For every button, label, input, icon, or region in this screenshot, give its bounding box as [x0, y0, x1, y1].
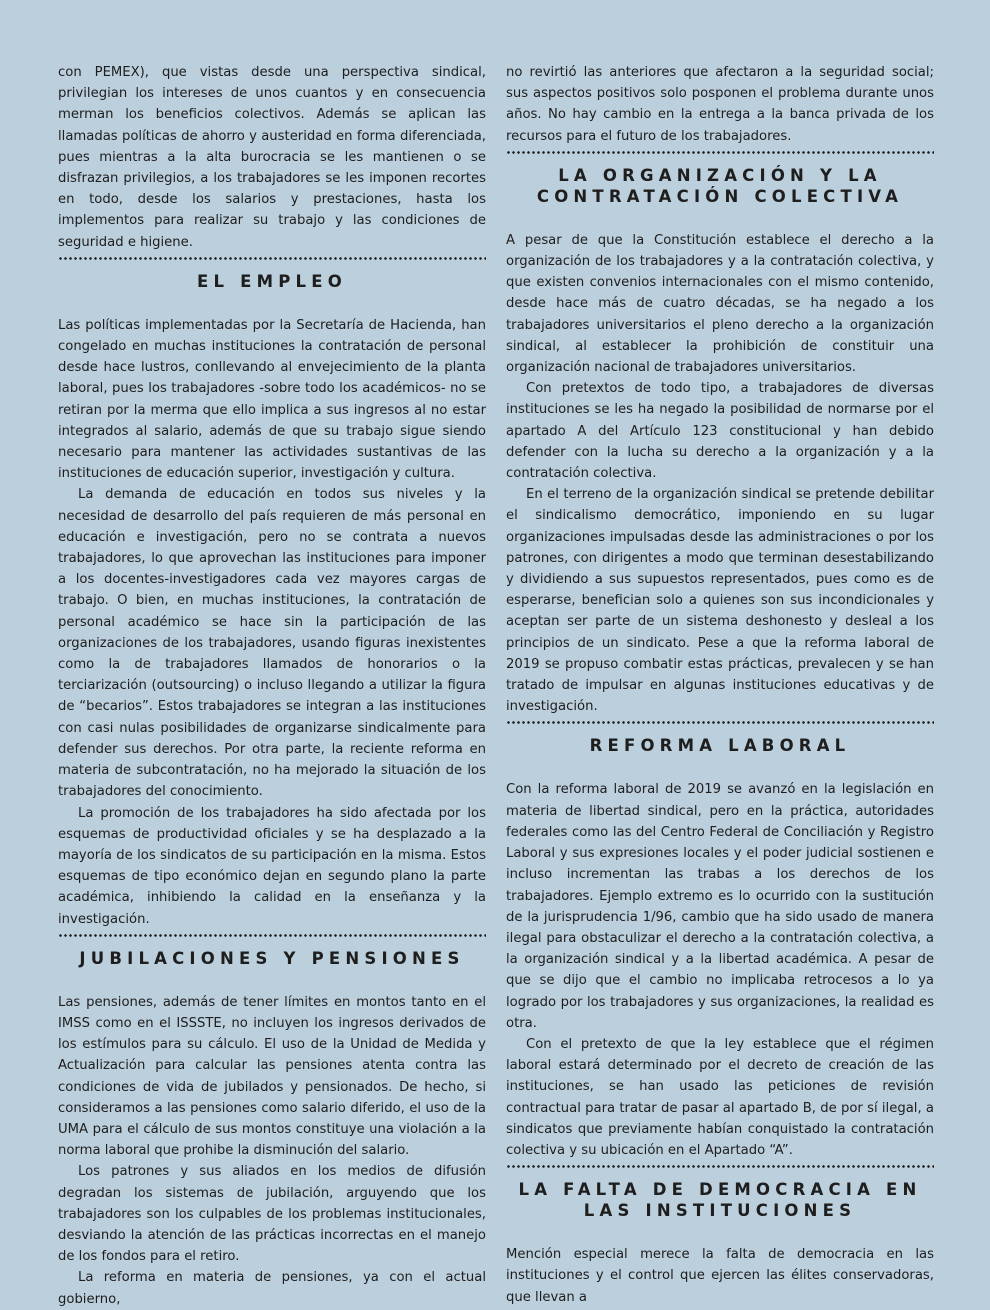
empleo-paragraph-2: La demanda de educación en todos sus niveles y la necesidad de desarrollo del país requieren de más personal en educación e investigación, pero no se contrata a nuevos trabajadores, lo que aprovechan las instituciones para imponer a los docentes-investigadores cada vez mayores cargas de trabajo. O bien, en muchas instituciones, la contratación de personal académico se hace sin la participación de las organizaciones de los trabajadores, usando figuras inexistentes como la de trabajadores llamados de honorarios o la terciarización (outsourcing) o incluso llegando a utilizar la figura de “becarios”. Estos trabajadores se integran a las instituciones con casi nulas posibilidades de organizarse sindicalmente para defender sus derechos. Por otra parte, la reciente reforma en materia de subcontratación, no ha mejorado la situación de los trabajadores del conocimiento. [58, 487, 486, 800]
dotted-divider [58, 934, 486, 937]
jubilaciones-paragraph-3: La reforma en materia de pensiones, ya con el actual gobierno, [58, 1270, 486, 1307]
organizacion-paragraph-2: Con pretextos de todo tipo, a trabajadores de diversas instituciones se les ha negado la posibilidad de normarse por el apartado A del Artículo 123 constitucional y han debido defender con la lucha su derecho a la organización y a la contratación colectiva. [506, 381, 934, 482]
organizacion-paragraph-3: En el terreno de la organización sindical se pretende debilitar el sindicalismo democrático, imponiendo en su lugar organizaciones impulsadas desde las administraciones o por los patrones, con dirigentes a modo que terminan desestabilizando y dividiendo a sus supuestos representados, pues como es de esperarse, benefician solo a quienes son sus incondicionales y aceptan ser parte de un sistema deshonesto y desleal a los principios de un sindicato. Pese a que la reforma laboral de 2019 se propuso combatir estas prácticas, prevalecen y se han tratado de impulsar en algunas instituciones educativas y de investigación. [506, 487, 934, 715]
dotted-divider [506, 721, 934, 724]
left-column [58, 62, 486, 1310]
jubilaciones-paragraph-2: Los patrones y sus aliados en los medios de difusión degradan los sistemas de jubilación, arguyendo que los trabajadores son los culpables de los problemas institucionales, desviando la atención de las prácticas incorrectas en el manejo de los fondos para el retiro. [58, 1164, 486, 1265]
section-heading-democracia: LA FALTA DE DEMOCRACIA EN LAS INSTITUCIONES [518, 1180, 922, 1221]
empleo-paragraph-3: La promoción de los trabajadores ha sido afectada por los esquemas de productividad oficiales y se ha desplazado a la mayoría de los sindicatos de su participación en la misma. Estos esquemas de tipo económico dejan en segundo plano la parte académica, inhibiendo la calidad en la enseñanza y la investigación. [58, 805, 486, 927]
jubilaciones-paragraph-1: Las pensiones, además de tener límites en montos tanto en el IMSS como en el ISSSTE, no incluyen los ingresos derivados de los estímulos para su cálculo. El uso de la Unidad de Medida y Actualización para calcular las pensiones atenta contra las condiciones de vida de jubilados y pensionados. De hecho, si consideramos a las pensiones como salario diferido, el uso de la UMA para el cálculo de sus montos constituye una violación a la norma laboral que prohibe la disminución del salario. [58, 994, 486, 1159]
left-intro-paragraph: con PEMEX), que vistas desde una perspectiva sindical, privilegian los intereses de unos cuantos y en consecuencia merman los beneficios colectivos. Además se aplican las llamadas políticas de ahorro y austeridad en forma diferenciada, pues mientras a la alta burocracia se les mantienen o se disfrazan privilegios, a los trabajadores se les imponen recortes en todo, desde los salarios y prestaciones, hasta los implementos para realizar su trabajo y las condiciones de seguridad e higiene. [58, 65, 486, 250]
section-heading-empleo: EL EMPLEO [197, 271, 347, 291]
democracia-paragraph-1: Mención especial merece la falta de democracia en las instituciones y el control que ejercen las élites conservadoras, que llevan a [506, 1247, 934, 1305]
dotted-divider [506, 151, 934, 154]
right-intro-paragraph: no revirtió las anteriores que afectaron a la seguridad social; sus aspectos positivos solo posponen el problema durante unos años. No hay cambio en la entrega a la banca privada de los recursos para el futuro de los trabajadores. [506, 65, 934, 144]
section-heading-organizacion: LA ORGANIZACIÓN Y LA CONTRATACIÓN COLECTIVA [536, 165, 904, 206]
section-heading-reforma: REFORMA LABORAL [589, 736, 851, 756]
dotted-divider [58, 257, 486, 260]
reforma-paragraph-1: Con la reforma laboral de 2019 se avanzó en la legislación en materia de libertad sindical, pero en la práctica, autoridades federales como las del Centro Federal de Conciliación y Registro Laboral y sus expresiones locales y el poder judicial sostienen e incluso incrementan las trabas a los derechos de los trabajadores. Ejemplo extremo es lo ocurrido con la sustitución de la jurisprudencia 1/96, cambio que ha sido usado de manera ilegal para obstaculizar el derecho a la contratación colectiva, a la organización sindical y a la libertad académica. A pesar de que se dijo que el cambio no implicaba retrocesos a lo ya logrado por los trabajadores y sus organizaciones, la realidad es otra. [506, 782, 934, 1031]
section-heading-jubilaciones: JUBILACIONES Y PENSIONES [79, 948, 465, 968]
dotted-divider [506, 1165, 934, 1168]
reforma-paragraph-2: Con el pretexto de que la ley establece que el régimen laboral estará determinado por el decreto de creación de las instituciones, se han usado las peticiones de revisión contractual para tratar de pasar al apartado B, de por sí ilegal, a sindicatos que previamente habían conquistado la contratación colectiva y su ubicación en el Apartado “A”. [506, 1036, 934, 1158]
right-column [506, 62, 934, 1308]
organizacion-paragraph-1: A pesar de que la Constitución establece el derecho a la organización de los trabajadores y a la contratación colectiva, y que existen convenios internacionales con el mismo contenido, desde hace más de cuatro décadas, se ha negado a los trabajadores universitarios el pleno derecho a la organización sindical, al establecer la prohibición de constituir una organización nacional de trabajadores universitarios. [506, 232, 934, 376]
empleo-paragraph-1: Las políticas implementadas por la Secretaría de Hacienda, han congelado en muchas instituciones la contratación de personal desde hace lustros, conllevando al envejecimiento de la planta laboral, pues los trabajadores -sobre todo los académicos- no se retiran por la merma que ello implica a sus ingresos al no estar integrados al salario, además de que su trabajo sigue siendo necesario para mantener las actividades sustantivas de las instituciones de educación superior, investigación y cultura. [58, 317, 486, 482]
